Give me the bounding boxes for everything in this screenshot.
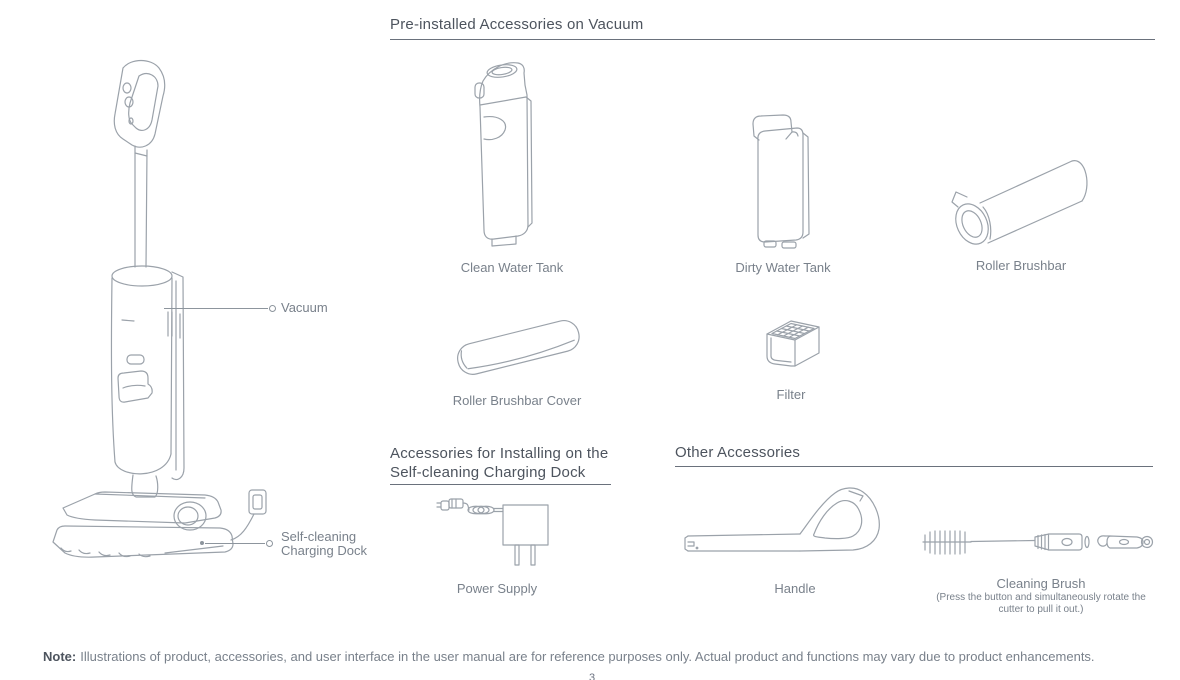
footer-note <box>43 649 1123 664</box>
dirty-water-tank-illustration <box>745 110 820 250</box>
dock-callout-startdot <box>200 541 204 545</box>
section-title-dock-line1: Accessories for Installing on the <box>390 445 609 462</box>
roller-brushbar-cover-label: Roller Brushbar Cover <box>452 393 582 408</box>
section-rule-other <box>675 466 1153 467</box>
filter-label: Filter <box>776 387 806 402</box>
handle-label: Handle <box>774 581 816 596</box>
footer-note-label: Note: <box>43 649 77 664</box>
clean-water-tank-label: Clean Water Tank <box>460 260 564 275</box>
cleaning-brush-label: Cleaning Brush <box>996 576 1086 591</box>
dirty-water-tank-label: Dirty Water Tank <box>735 260 831 275</box>
section-title-preinstalled: Pre-installed Accessories on Vacuum <box>390 16 644 33</box>
section-title-dock-line2: Self-cleaning Charging Dock <box>390 464 586 481</box>
page-number: 3 <box>589 672 596 680</box>
section-rule-preinstalled <box>390 39 1155 40</box>
dock-label-line2: Charging Dock <box>281 543 367 558</box>
power-supply-illustration <box>435 490 560 575</box>
vacuum-callout-line <box>164 308 268 309</box>
cleaning-brush-illustration <box>921 524 1155 564</box>
vacuum-label: Vacuum <box>281 300 328 315</box>
vacuum-on-dock-illustration <box>35 50 275 580</box>
dock-label-line1: Self-cleaning <box>281 529 357 544</box>
vacuum-callout-dot <box>269 305 276 312</box>
section-title-other: Other Accessories <box>675 444 801 461</box>
dock-callout-dot <box>266 540 273 547</box>
roller-brushbar-label: Roller Brushbar <box>975 258 1067 273</box>
roller-brushbar-cover-illustration <box>448 306 588 386</box>
dock-label <box>281 530 367 558</box>
section-rule-dock-accessories <box>390 484 611 485</box>
roller-brushbar-illustration <box>950 155 1095 255</box>
footer-note-text: Illustrations of product, accessories, and user interface in the user manual are for reference purposes only. Actual product and functions may vary due to product enhancements. <box>80 649 1095 664</box>
clean-water-tank-illustration <box>460 55 570 255</box>
power-supply-label: Power Supply <box>456 581 538 596</box>
handle-illustration <box>683 483 883 559</box>
cleaning-brush-note: (Press the button and simultaneously rotate the cutter to pull it out.) <box>936 592 1146 615</box>
section-title-dock-accessories <box>390 444 608 482</box>
dock-callout-line <box>205 543 265 544</box>
filter-illustration <box>757 312 827 376</box>
